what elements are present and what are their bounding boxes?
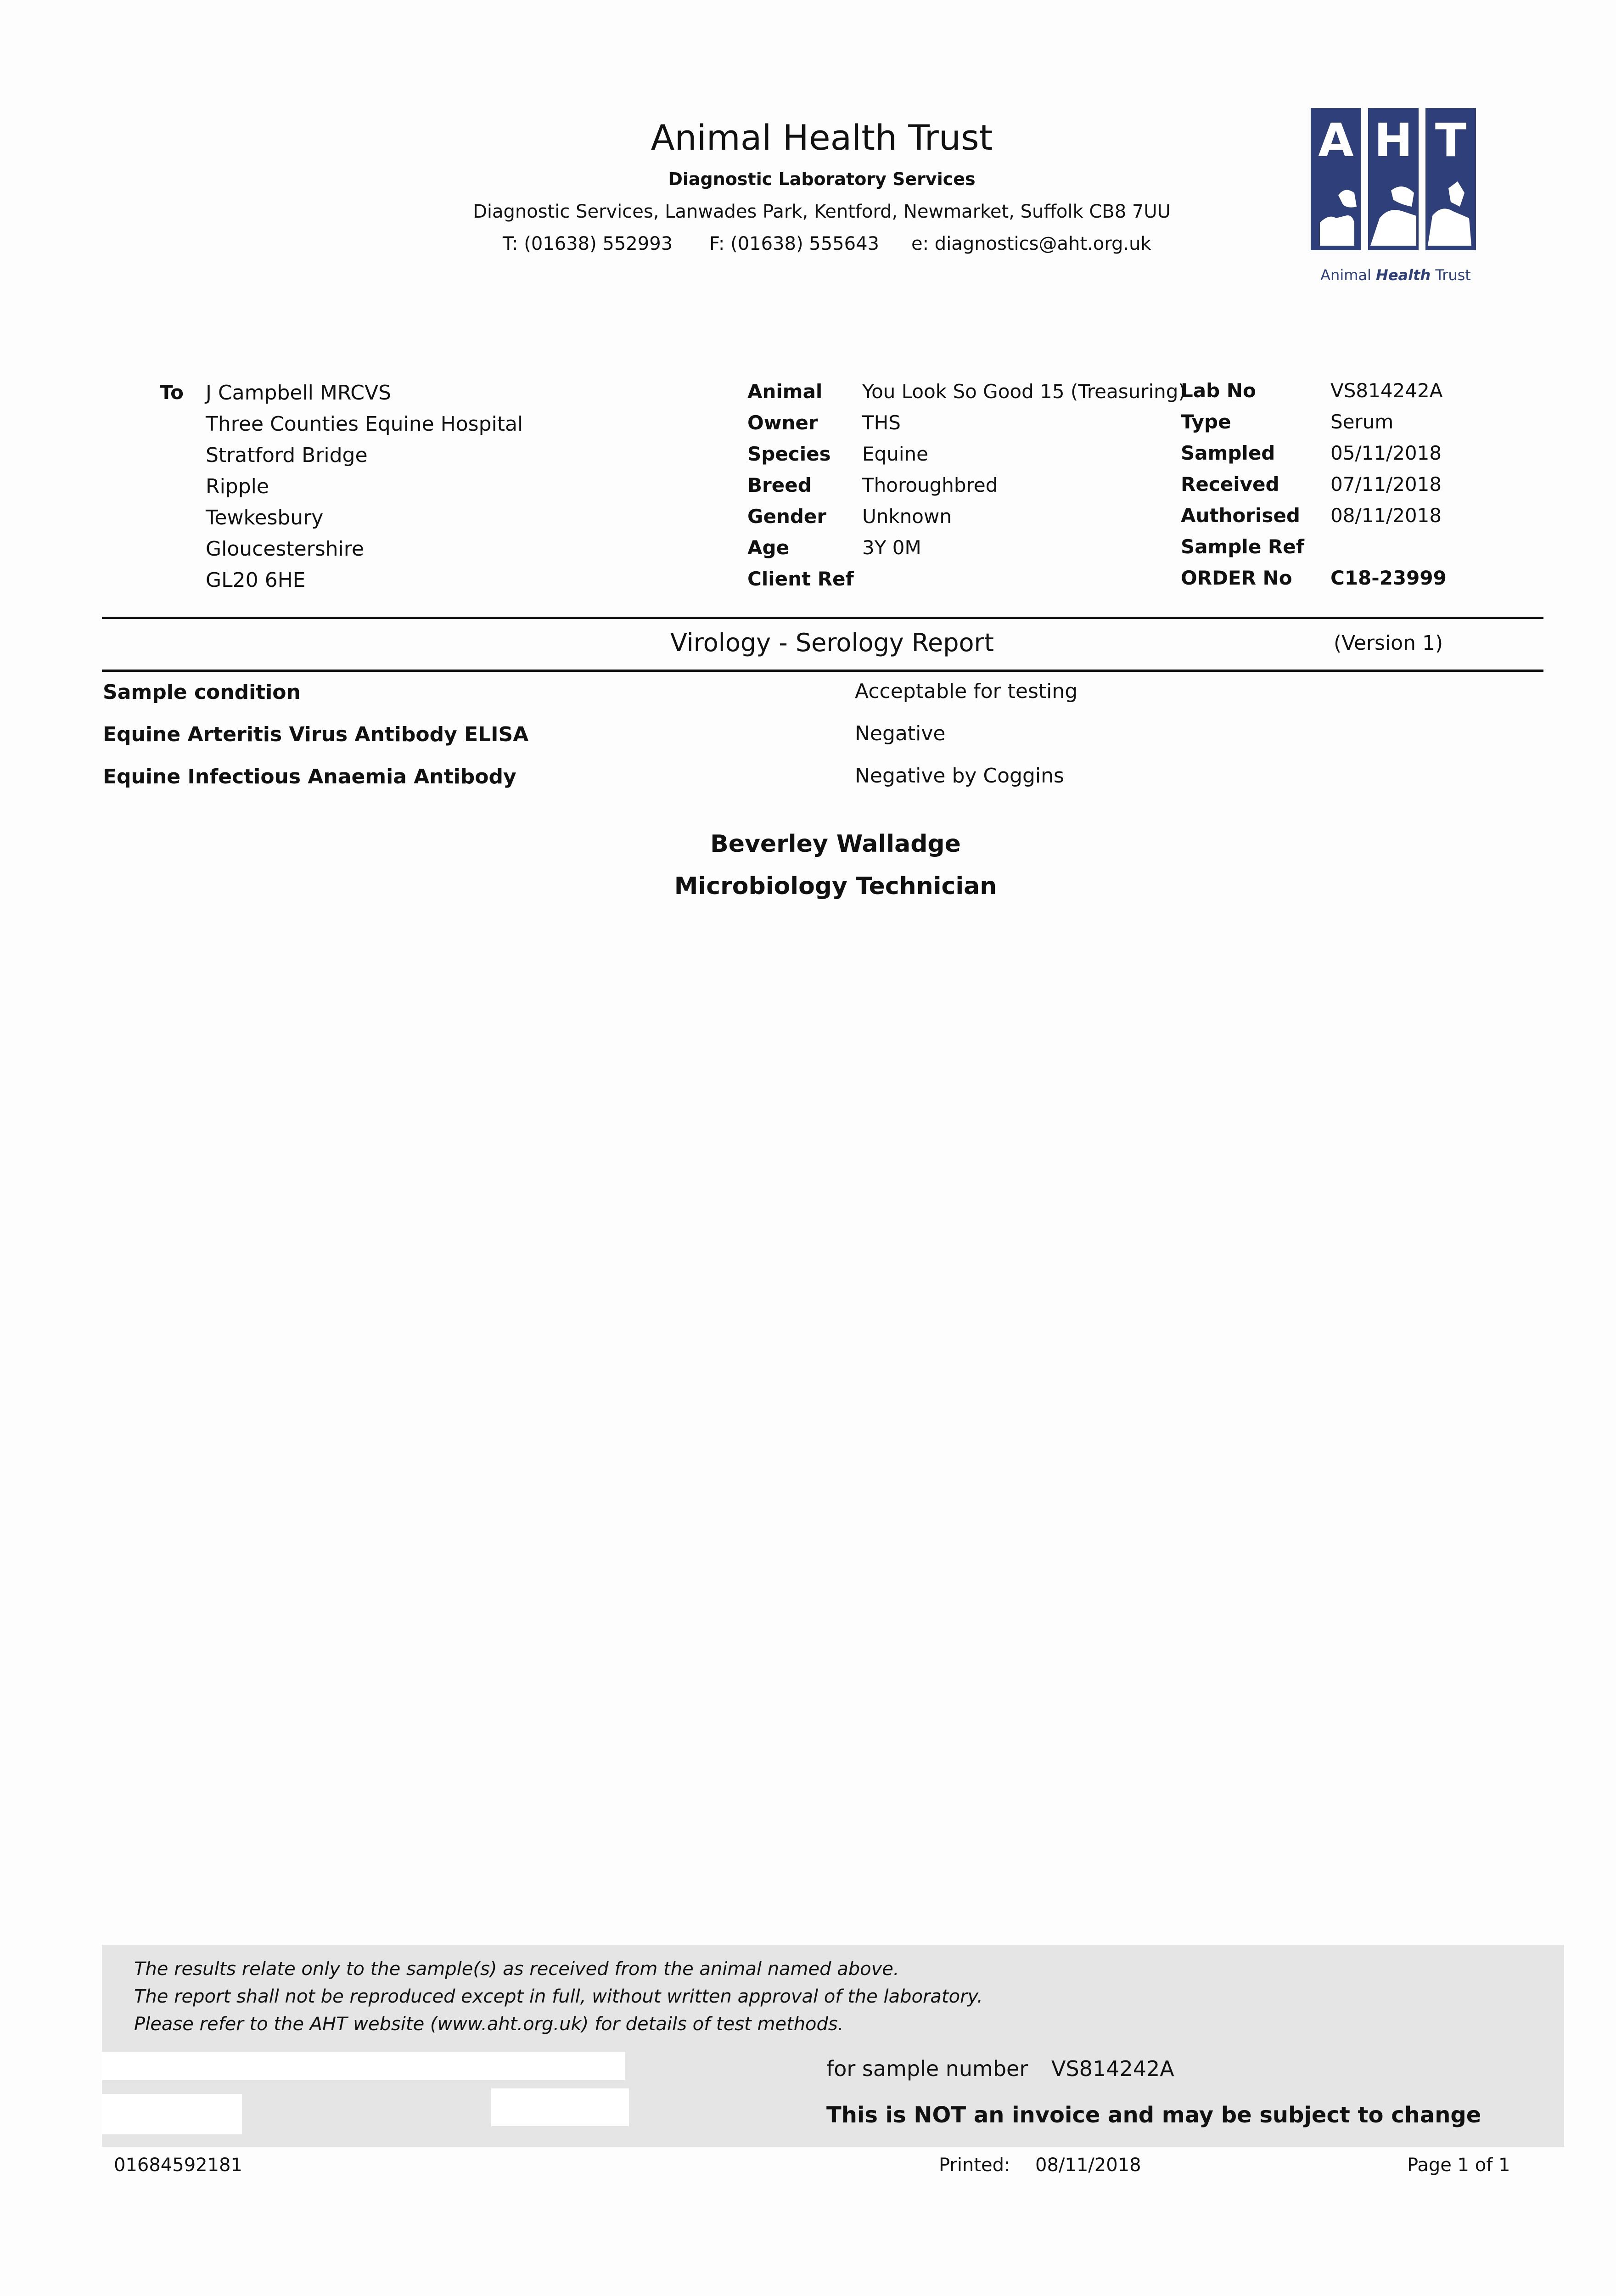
lab-name-title: Animal Health Trust — [651, 117, 993, 158]
detail-label: Age — [747, 536, 790, 559]
lab-detail-label: Type — [1181, 411, 1231, 433]
recipient-line: Tewkesbury — [206, 506, 324, 529]
disclaimer-line: Please refer to the AHT website (www.aht.org.uk) for details of test methods. — [134, 2014, 844, 2035]
disclaimer-line: The report shall not be reproduced except in full, without written approval of the laboratory. — [134, 1986, 983, 2007]
lab-detail-value: 08/11/2018 — [1330, 504, 1442, 527]
detail-value: You Look So Good 15 (Treasuring) — [862, 380, 1186, 403]
detail-label: Animal — [747, 380, 823, 403]
detail-value: Equine — [862, 443, 928, 465]
sample-number-label: for sample number — [826, 2056, 1028, 2081]
printed-label: Printed: — [939, 2155, 1010, 2176]
lab-fax: F: (01638) 555643 — [709, 233, 879, 254]
result-test-name: Equine Arteritis Virus Antibody ELISA — [103, 723, 529, 746]
detail-label: Owner — [747, 411, 818, 434]
svg-text:T: T — [1435, 113, 1467, 167]
lab-detail-label: ORDER No — [1181, 567, 1292, 589]
lab-detail-value: Serum — [1330, 411, 1394, 433]
page-number: Page 1 of 1 — [1407, 2155, 1510, 2176]
printed-date: 08/11/2018 — [1035, 2155, 1141, 2176]
detail-value: Thoroughbred — [862, 474, 998, 496]
lab-detail-value: 05/11/2018 — [1330, 442, 1442, 464]
detail-label: Client Ref — [747, 568, 854, 590]
result-test-name: Equine Infectious Anaemia Antibody — [103, 765, 516, 788]
aht-logo — [1311, 108, 1476, 250]
detail-value: 3Y 0M — [862, 536, 921, 559]
recipient-line: Ripple — [206, 475, 269, 498]
sample-number-value: VS814242A — [1051, 2056, 1174, 2081]
lab-detail-label: Sample Ref — [1181, 535, 1305, 558]
result-value: Acceptable for testing — [855, 680, 1078, 703]
disclaimer-line: The results relate only to the sample(s) as received from the animal named above. — [134, 1958, 899, 1980]
detail-label: Breed — [747, 474, 812, 496]
lab-detail-value: C18-23999 — [1330, 567, 1447, 589]
recipient-line: Three Counties Equine Hospital — [206, 412, 523, 436]
footer-code: 01684592181 — [114, 2155, 242, 2176]
redaction-patch — [102, 2052, 625, 2080]
redaction-patch — [491, 2088, 629, 2126]
result-value: Negative — [855, 722, 946, 745]
redaction-patch — [102, 2094, 242, 2134]
lab-detail-label: Lab No — [1181, 379, 1256, 402]
result-test-name: Sample condition — [103, 681, 301, 704]
svg-text:H: H — [1374, 113, 1413, 167]
lab-detail-label: Authorised — [1181, 504, 1300, 527]
lab-detail-value: VS814242A — [1330, 379, 1443, 402]
invoice-notice: This is NOT an invoice and may be subject to change — [826, 2102, 1481, 2128]
report-title: Virology - Serology Report — [670, 628, 994, 657]
detail-value: Unknown — [862, 505, 952, 528]
logo-tagline: Animal Health Trust — [1320, 266, 1471, 284]
recipient-line: Stratford Bridge — [206, 444, 368, 467]
signatory-name: Beverley Walladge — [710, 830, 961, 858]
detail-value: THS — [862, 411, 901, 434]
recipient-line: J Campbell MRCVS — [206, 381, 391, 405]
svg-text:A: A — [1318, 113, 1354, 167]
top-rule — [102, 617, 1543, 619]
lab-detail-value: 07/11/2018 — [1330, 473, 1442, 495]
lab-address: Diagnostic Services, Lanwades Park, Kentford, Newmarket, Suffolk CB8 7UU — [473, 201, 1171, 222]
recipient-line: Gloucestershire — [206, 537, 364, 561]
detail-label: Gender — [747, 505, 827, 528]
to-label: To — [160, 381, 184, 404]
signatory-title: Microbiology Technician — [674, 872, 997, 900]
bottom-rule — [102, 670, 1543, 672]
recipient-line: GL20 6HE — [206, 568, 306, 592]
detail-label: Species — [747, 443, 831, 465]
report-version: (Version 1) — [1334, 631, 1443, 655]
lab-detail-label: Sampled — [1181, 442, 1275, 464]
lab-detail-label: Received — [1181, 473, 1279, 495]
lab-telephone: T: (01638) 552993 — [503, 233, 673, 254]
lab-subtitle: Diagnostic Laboratory Services — [668, 169, 976, 189]
lab-email: e: diagnostics@aht.org.uk — [911, 233, 1151, 254]
result-value: Negative by Coggins — [855, 764, 1064, 788]
